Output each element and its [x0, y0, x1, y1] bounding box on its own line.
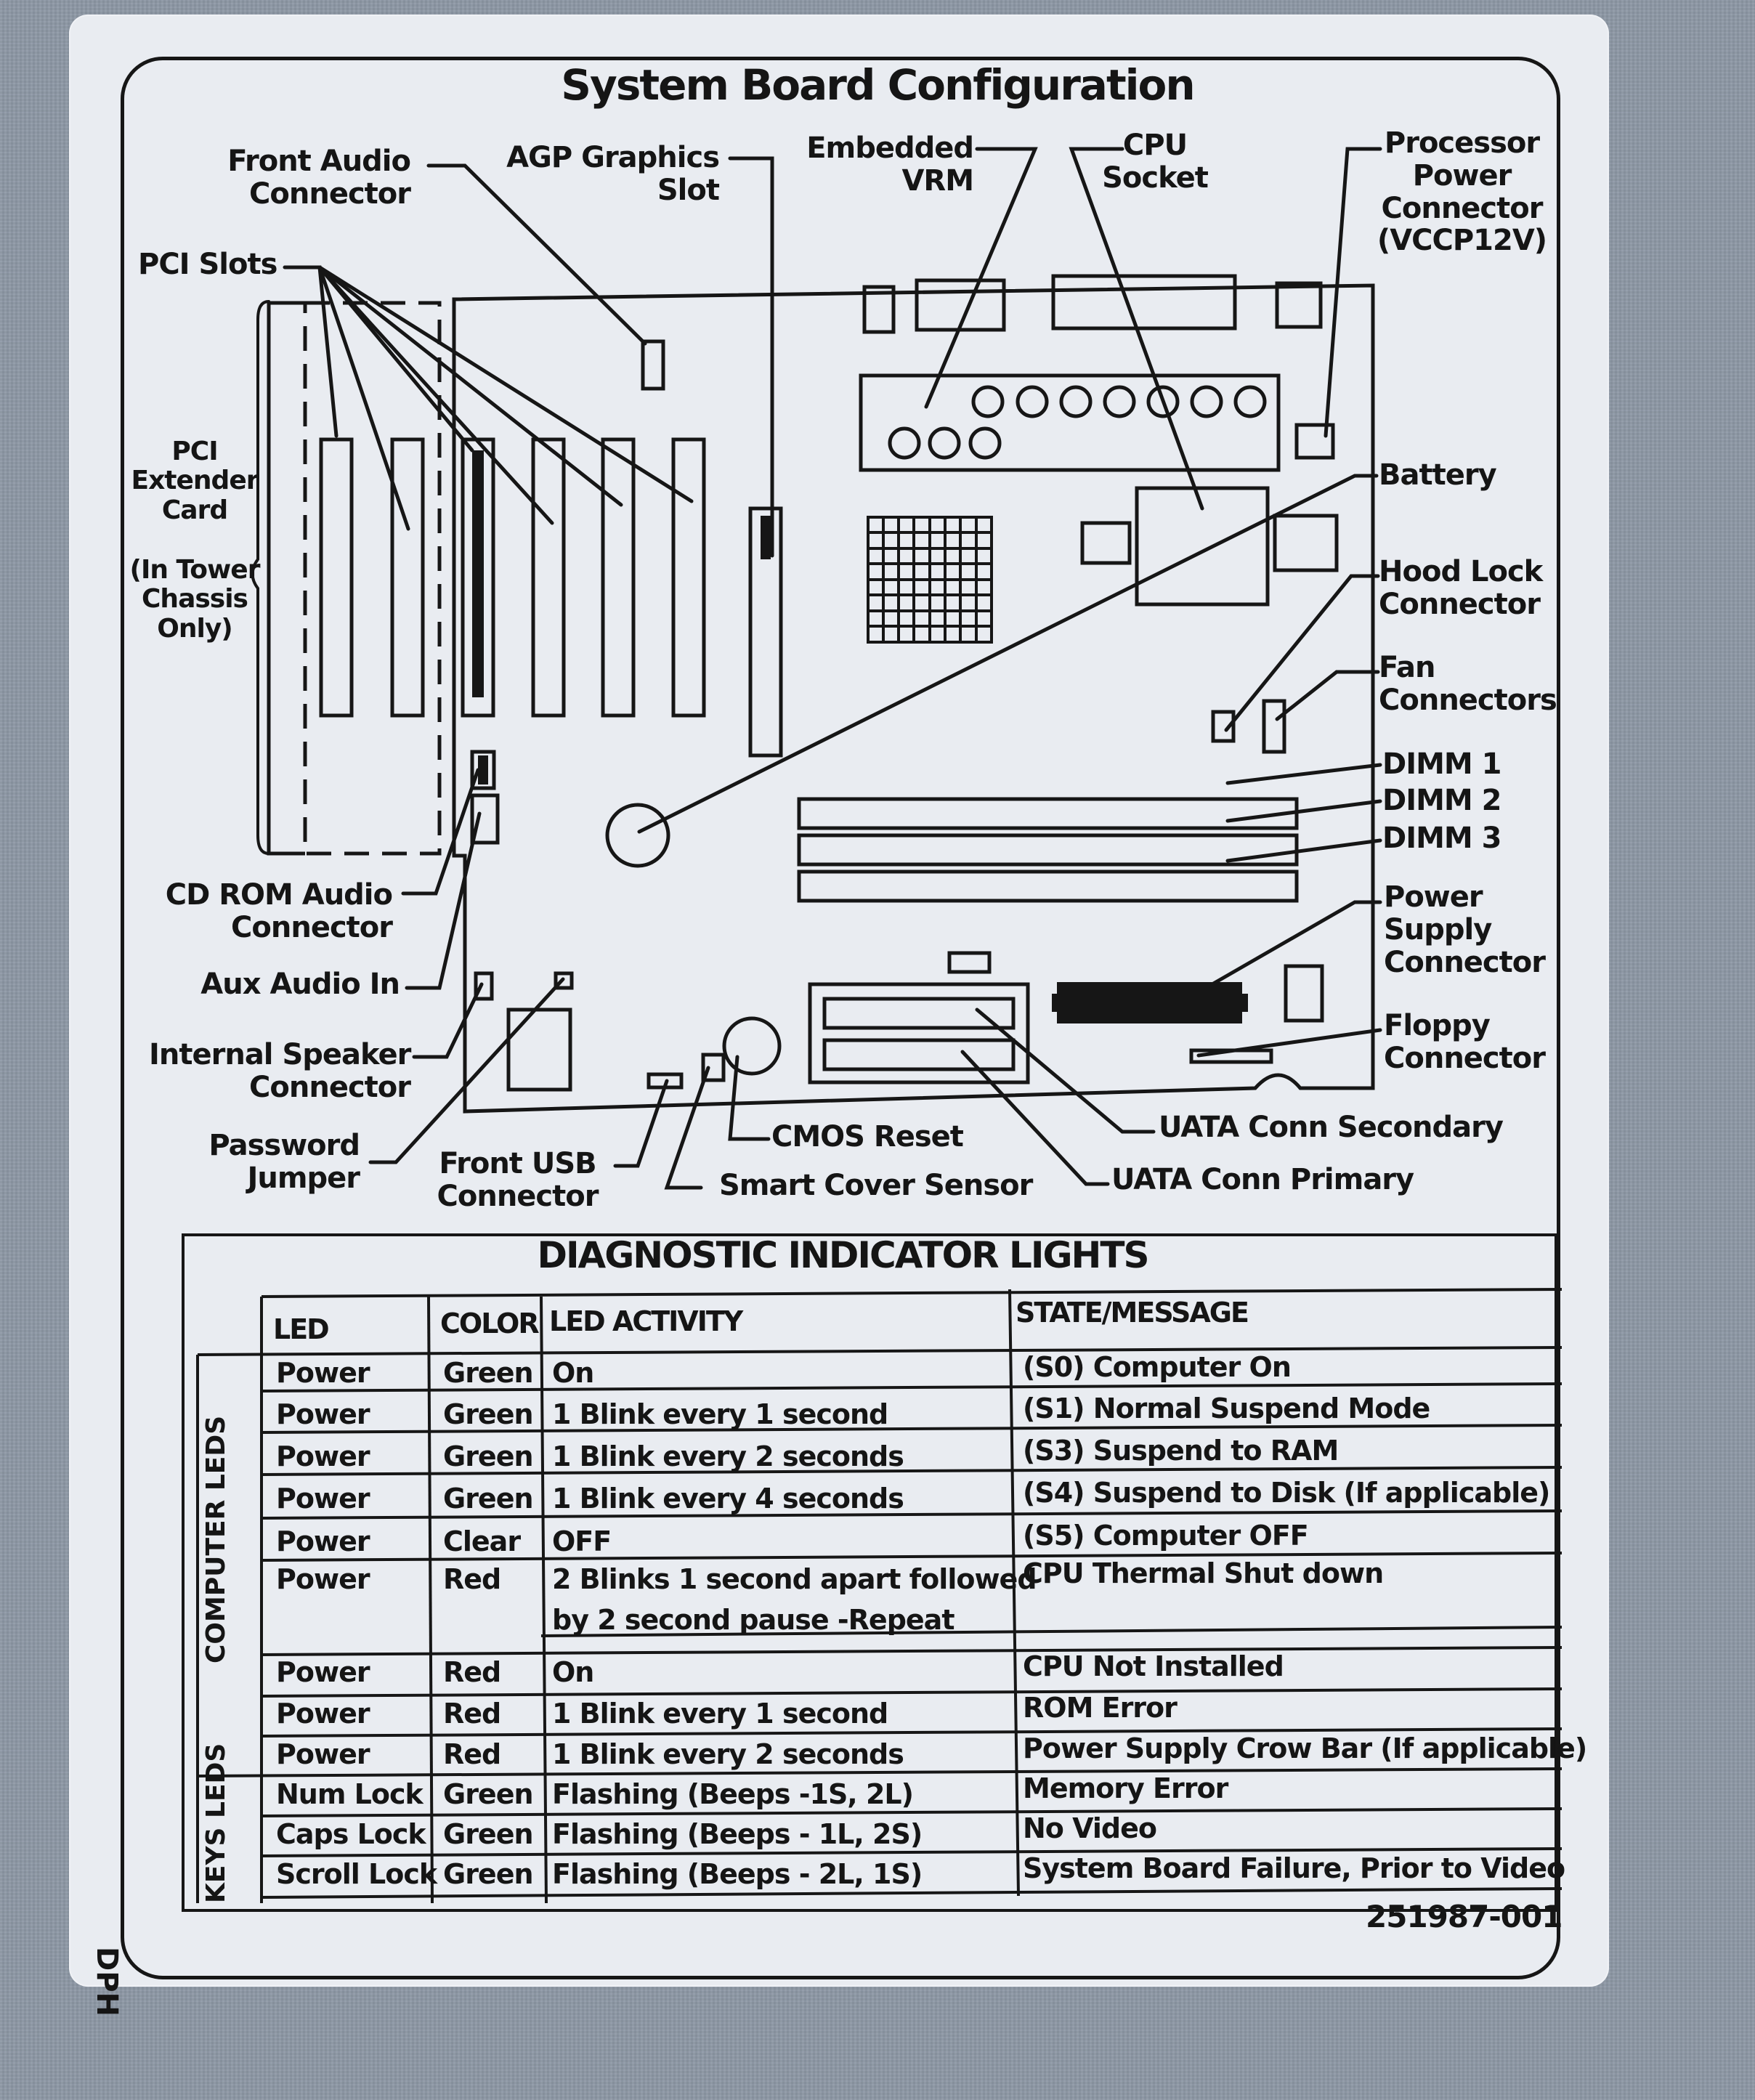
hood-lock-label: Hood Lock Connector — [1379, 555, 1543, 621]
header-state: STATE/MESSAGE — [1016, 1297, 1248, 1329]
row-9-led: Power — [276, 1698, 370, 1730]
uata-primary — [824, 1040, 1013, 1069]
row-1-led: Power — [276, 1357, 370, 1389]
dimm-3-slot — [799, 872, 1297, 901]
leader-fan — [1277, 672, 1378, 719]
aux-audio-label: Aux Audio In — [200, 968, 400, 1001]
power-supply-housing — [1286, 966, 1322, 1021]
internal-speaker-label: Internal Speaker Connector — [149, 1038, 411, 1104]
row-4-led: Power — [276, 1483, 370, 1515]
row-10-color: Red — [443, 1738, 501, 1770]
processor-power-label: Processor Power Connector (VCCP12V) — [1377, 126, 1547, 258]
row-6-activity: 2 Blinks 1 second apart followed — [552, 1563, 1037, 1595]
leader-hood-lock — [1226, 576, 1378, 730]
leader-agp — [730, 158, 772, 556]
leader-uata-primary — [962, 1052, 1108, 1184]
row-12-activity: Flashing (Beeps - 1L, 2S) — [552, 1818, 923, 1850]
row-2-color: Green — [443, 1398, 533, 1430]
row-4-color: Green — [443, 1483, 533, 1515]
row-12-state: No Video — [1023, 1812, 1156, 1844]
fan-header — [1264, 701, 1284, 752]
battery-label: Battery — [1379, 458, 1496, 492]
row-13-activity: Flashing (Beeps - 2L, 1S) — [552, 1858, 923, 1890]
row-5-color: Clear — [443, 1525, 521, 1557]
dimm1-label: DIMM 1 — [1382, 747, 1501, 781]
power-supply-connector — [1057, 982, 1242, 1023]
row-10-state: Power Supply Crow Bar (If applicable) — [1023, 1732, 1587, 1764]
agp-slot-label: AGP Graphics Slot — [506, 141, 719, 207]
dimm2-label: DIMM 2 — [1382, 784, 1501, 817]
row-11-activity: Flashing (Beeps -1S, 2L) — [552, 1778, 913, 1810]
cpu-clip-right — [1275, 516, 1337, 570]
cpu-clip-left — [1082, 523, 1130, 563]
diagnostic-title: DIAGNOSTIC INDICATOR LIGHTS — [537, 1234, 1148, 1276]
front-usb-label: Front USB Connector — [437, 1147, 599, 1213]
leader-floppy — [1199, 1030, 1380, 1055]
row-2-led: Power — [276, 1398, 370, 1430]
leader-dimm3 — [1228, 840, 1380, 861]
dimm3-label: DIMM 3 — [1382, 822, 1501, 855]
chipset-grid — [868, 517, 992, 642]
row-9-color: Red — [443, 1698, 501, 1730]
page-title: System Board Configuration — [561, 60, 1194, 110]
pci-extender-note: (In Tower Chassis Only) — [129, 555, 260, 644]
row-5-state: (S5) Computer OFF — [1023, 1520, 1308, 1552]
row-12-led: Caps Lock — [276, 1818, 426, 1850]
pci-slot-2 — [392, 439, 423, 715]
row-2-state: (S1) Normal Suspend Mode — [1023, 1392, 1430, 1424]
row-5-activity: OFF — [552, 1525, 612, 1557]
row-10-activity: 1 Blink every 2 seconds — [552, 1738, 904, 1770]
pci-slots-label: PCI Slots — [138, 248, 277, 281]
uata-secondary-label: UATA Conn Secondary — [1159, 1111, 1503, 1144]
pci-extender-label: PCI Extender Card — [131, 437, 259, 525]
row-1-activity: On — [552, 1357, 594, 1389]
row-1-state: (S0) Computer On — [1023, 1351, 1291, 1383]
row-13-led: Scroll Lock — [276, 1858, 437, 1890]
dimm-2-slot — [799, 835, 1297, 864]
row-7-activity: by 2 second pause -Repeat — [552, 1604, 954, 1636]
fan-connectors-label: Fan Connectors — [1379, 651, 1557, 717]
row-8-activity: On — [552, 1656, 594, 1688]
row-13-state: System Board Failure, Prior to Video — [1023, 1852, 1565, 1884]
part-number: 251987-001 — [1366, 1899, 1563, 1934]
margin-code: DPH — [90, 1947, 123, 2016]
row-5-led: Power — [276, 1525, 370, 1557]
row-11-led: Num Lock — [276, 1778, 423, 1810]
cd-rom-audio-label: CD ROM Audio Connector — [165, 878, 392, 944]
cmos-reset-label: CMOS Reset — [771, 1120, 963, 1154]
row-2-activity: 1 Blink every 1 second — [552, 1398, 888, 1430]
battery — [607, 805, 668, 866]
smart-cover-label: Smart Cover Sensor — [719, 1169, 1033, 1202]
row-3-activity: 1 Blink every 2 seconds — [552, 1440, 904, 1472]
password-jumper-label: Password Jumper — [208, 1129, 360, 1195]
header-activity: LED ACTIVITY — [549, 1305, 742, 1337]
row-11-color: Green — [443, 1778, 533, 1810]
pci-slot-1 — [321, 439, 352, 715]
row-6-color: Red — [443, 1563, 501, 1595]
row-9-activity: 1 Blink every 1 second — [552, 1698, 888, 1730]
uata-secondary — [824, 999, 1013, 1028]
leader-power-supply — [1206, 902, 1380, 988]
cpu-socket-label: CPU Socket — [1102, 129, 1208, 195]
row-12-color: Green — [443, 1818, 533, 1850]
power-supply-label: Power Supply Connector — [1384, 880, 1545, 979]
leader-cmos — [730, 1057, 769, 1139]
port-4 — [1277, 283, 1321, 327]
row-3-led: Power — [276, 1440, 370, 1472]
floppy-label: Floppy Connector — [1384, 1009, 1545, 1075]
row-4-state: (S4) Suspend to Disk (If applicable) — [1023, 1477, 1550, 1509]
header-color: COLOR — [440, 1308, 538, 1339]
row-10-led: Power — [276, 1738, 370, 1770]
front-audio-connector-label: Front Audio Connector — [227, 145, 410, 211]
group-computer-leds: COMPUTER LEDS — [201, 1415, 231, 1663]
row-13-color: Green — [443, 1858, 533, 1890]
row-8-color: Red — [443, 1656, 501, 1688]
row-11-state: Memory Error — [1023, 1772, 1228, 1804]
dimm-1-slot — [799, 799, 1297, 828]
pci-slot-6 — [673, 439, 704, 715]
row-3-state: (S3) Suspend to RAM — [1023, 1435, 1339, 1467]
leader-dimm2 — [1228, 801, 1380, 821]
pci-extender-card-back — [269, 303, 305, 854]
pci-slot-5 — [603, 439, 633, 715]
hood-jumper — [949, 953, 989, 972]
vrm-label: Embedded VRM — [806, 131, 973, 198]
row-6-led: Power — [276, 1563, 370, 1595]
front-audio-header — [643, 341, 663, 389]
row-1-color: Green — [443, 1357, 533, 1389]
leader-front-usb — [615, 1081, 667, 1166]
leader-dimm1 — [1228, 765, 1380, 783]
pci-slot-4 — [533, 439, 564, 715]
port-3 — [1053, 276, 1235, 328]
leader-speaker — [414, 984, 482, 1057]
cmos-reset-button — [724, 1018, 779, 1074]
row-3-color: Green — [443, 1440, 533, 1472]
row-6-state: CPU Thermal Shut down — [1023, 1557, 1384, 1589]
chip-left — [508, 1010, 570, 1090]
leader-aux-audio — [407, 814, 479, 988]
row-8-state: CPU Not Installed — [1023, 1650, 1284, 1682]
row-8-led: Power — [276, 1656, 370, 1688]
row-9-state: ROM Error — [1023, 1692, 1177, 1724]
header-led: LED — [273, 1313, 328, 1345]
group-keys-leds: KEYS LEDS — [201, 1743, 231, 1903]
row-4-activity: 1 Blink every 4 seconds — [552, 1483, 904, 1515]
uata-primary-label: UATA Conn Primary — [1111, 1163, 1414, 1196]
